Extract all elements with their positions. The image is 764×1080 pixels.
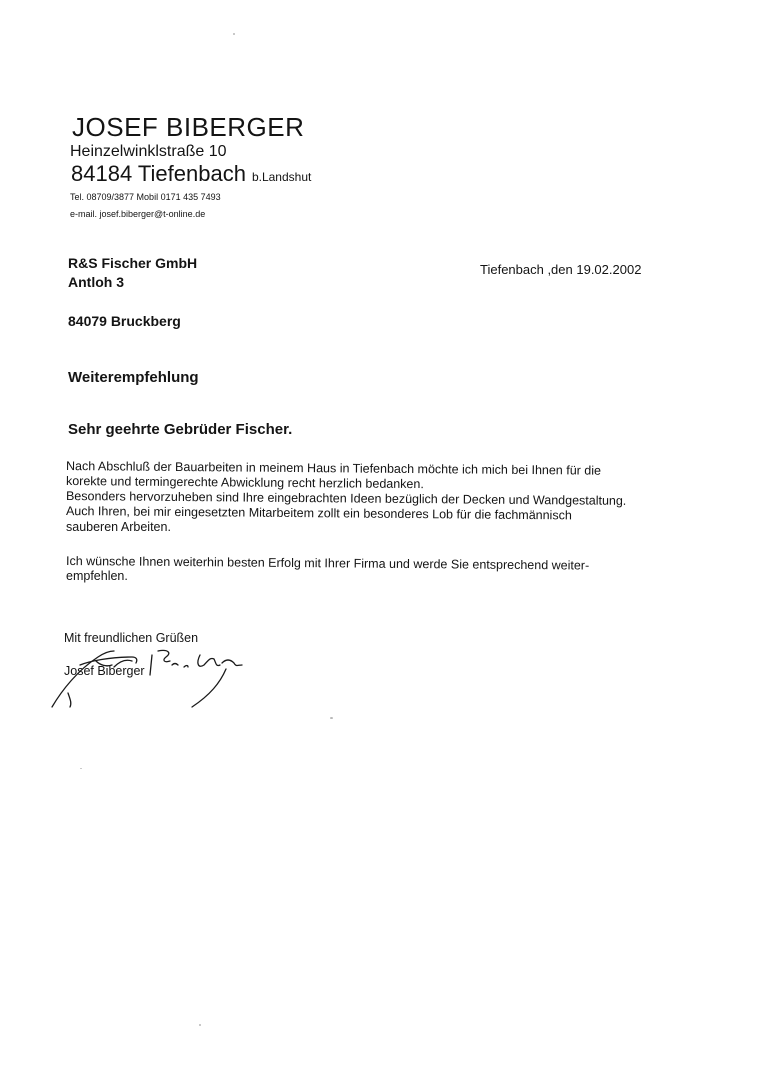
sender-email: e-mail. josef.biberger@t-online.de [70,209,206,219]
sender-city [71,161,311,187]
letter-subject: Weiterempfehlung [68,369,199,386]
handwritten-signature [40,635,250,715]
sender-name: JOSEF BIBERGER [72,112,305,142]
body-line: Besonders hervorzuheben sind Ihre eingebrachten Ideen bezüglich der Decken und Wandgestaltung. [65,489,627,508]
sender-city-suffix: b.Landshut [251,170,312,184]
body-line: Ich wünsche Ihnen weiterhin besten Erfolg mit Ihrer Firma und werde Sie entsprechend weiter- [65,554,590,573]
scan-speck [199,1024,201,1026]
recipient-name: R&S Fischer GmbH [68,255,198,271]
sender-phone: Tel. 08709/3877 Mobil 0171 435 7493 [70,192,221,202]
body-line: sauberen Arbeiten. [66,520,171,534]
scan-speck [330,717,333,719]
body-line: Auch Ihren, bei mir eingesetzten Mitarbeitem zollt ein besonderes Lob für die fachmännisch [65,504,572,523]
body-line: korekte und termingerechte Abwicklung recht herzlich bedanken. [65,474,424,492]
body-line: Nach Abschluß der Bauarbeiten in meinem Haus in Tiefenbach möchte ich mich bei Ihnen für die [65,459,602,478]
scan-speck [233,33,235,35]
signer-name: Josef Biberger [64,664,145,678]
letter-closing: Mit freundlichen Grüßen [64,631,199,645]
letter-salutation: Sehr geehrte Gebrüder Fischer. [68,421,293,438]
body-line: empfehlen. [66,569,128,583]
sender-city-name: 84184 Tiefenbach [71,161,246,186]
sender-street: Heinzelwinklstraße 10 [70,143,227,160]
recipient-street: Antloh 3 [68,274,124,290]
scan-speck [80,768,82,769]
recipient-city: 84079 Bruckberg [68,313,181,329]
letter-date: Tiefenbach ,den 19.02.2002 [480,262,642,277]
